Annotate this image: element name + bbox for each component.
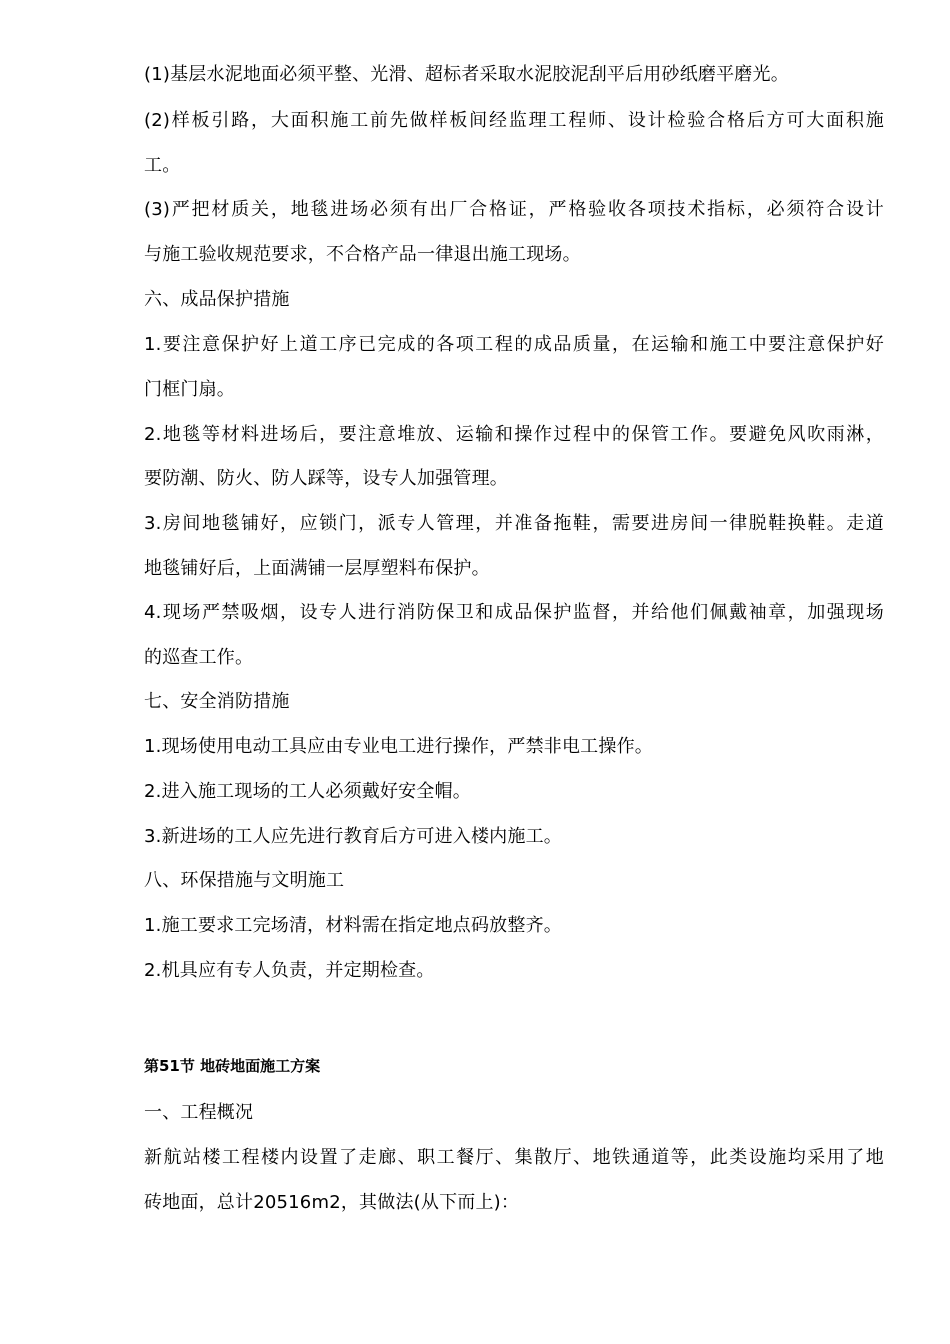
paragraph-line: 3.新进场的工人应先进行教育后方可进入楼内施工。 — [144, 826, 562, 847]
paragraph-line: 门框门扇。 — [144, 379, 235, 400]
paragraph-line: 工。 — [144, 155, 181, 176]
paragraph-line: 1.现场使用电动工具应由专业电工进行操作，严禁非电工操作。 — [144, 736, 653, 757]
paragraph-line: (3)严把材质关，地毯进场必须有出厂合格证，严格验收各项技术指标，必须符合设计 — [144, 199, 884, 220]
section-heading: 八、环保措施与文明施工 — [144, 870, 345, 891]
paragraph-line: 2.机具应有专人负责，并定期检查。 — [144, 960, 435, 981]
paragraph-line: 4.现场严禁吸烟，设专人进行消防保卫和成品保护监督，并给他们佩戴袖章，加强现场 — [144, 602, 884, 623]
section-heading: 一、工程概况 — [144, 1102, 254, 1123]
paragraph-line: (2)样板引路，大面积施工前先做样板间经监理工程师、设计检验合格后方可大面积施 — [144, 110, 884, 131]
section-title: 第51节 地砖地面施工方案 — [144, 1057, 321, 1075]
paragraph-line: 的巡查工作。 — [144, 647, 254, 668]
paragraph-line: 3.房间地毯铺好，应锁门，派专人管理，并准备拖鞋，需要进房间一律脱鞋换鞋。走道 — [144, 513, 884, 534]
paragraph-line: 2.地毯等材料进场后，要注意堆放、运输和操作过程中的保管工作。要避免风吹雨淋， — [144, 424, 884, 445]
paragraph-line: 要防潮、防火、防人踩等，设专人加强管理。 — [144, 468, 508, 489]
paragraph-line: 1.要注意保护好上道工序已完成的各项工程的成品质量，在运输和施工中要注意保护好 — [144, 334, 884, 355]
section-heading: 七、安全消防措施 — [144, 691, 290, 712]
paragraph-line: 地毯铺好后，上面满铺一层厚塑料布保护。 — [144, 558, 490, 579]
paragraph-line: 与施工验收规范要求，不合格产品一律退出施工现场。 — [144, 244, 581, 265]
section-heading: 六、成品保护措施 — [144, 289, 290, 310]
paragraph-line: 1.施工要求工完场清，材料需在指定地点码放整齐。 — [144, 915, 562, 936]
paragraph-line: 新航站楼工程楼内设置了走廊、职工餐厅、集散厅、地铁通道等，此类设施均采用了地 — [144, 1147, 884, 1168]
paragraph-line: (1)基层水泥地面必须平整、光滑、超标者采取水泥胶泥刮平后用砂纸磨平磨光。 — [144, 64, 789, 85]
paragraph-line: 砖地面，总计20516m2，其做法(从下而上)： — [144, 1192, 520, 1213]
paragraph-line: 2.进入施工现场的工人必须戴好安全帽。 — [144, 781, 471, 802]
